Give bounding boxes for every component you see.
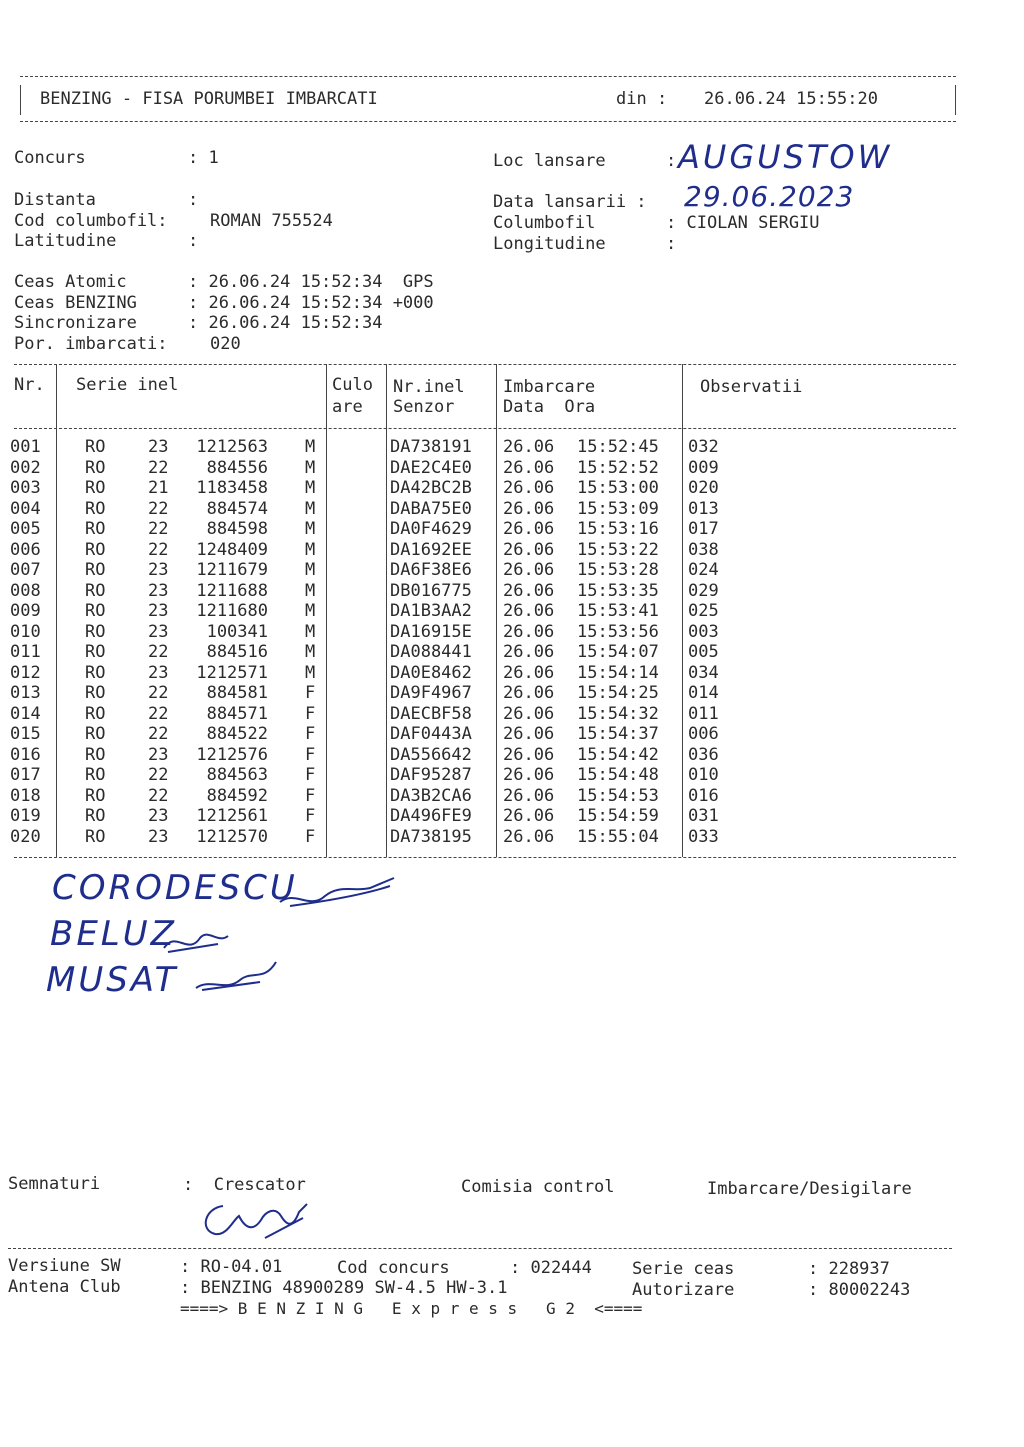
- basket-date: 26.06: [503, 478, 555, 498]
- observation: 010: [688, 765, 719, 785]
- col-header-culo: Culo: [332, 375, 373, 395]
- observation: 025: [688, 601, 719, 621]
- table-row: [0, 560, 1024, 581]
- table-row: [0, 724, 1024, 745]
- table-bottom-rule: [14, 857, 956, 858]
- observation: 009: [688, 457, 719, 478]
- basket-date: 26.06: [503, 642, 555, 662]
- sex: F: [305, 826, 316, 847]
- ring-country: RO: [85, 621, 106, 642]
- row-number: 006: [10, 539, 41, 560]
- row-number: 010: [10, 621, 41, 642]
- ring-country: RO: [85, 601, 106, 621]
- ring-year: 23: [148, 580, 169, 601]
- table-header-rule: [14, 428, 956, 429]
- basket-date: 26.06: [503, 703, 555, 724]
- por-imbarcati-label: Por. imbarcati:: [14, 334, 168, 354]
- table-row: [0, 642, 1024, 663]
- ring-number: 1212570: [196, 826, 268, 847]
- sensor-id: DA9F4967: [390, 683, 472, 703]
- ring-number: 1212563: [196, 437, 268, 457]
- sex: M: [305, 478, 316, 498]
- sensor-id: DA16915E: [390, 621, 472, 642]
- sensor-id: DAECBF58: [390, 703, 472, 724]
- sensor-id: DA0E8462: [390, 662, 472, 683]
- latitudine-label: Latitudine: [14, 231, 117, 251]
- ring-year: 22: [148, 785, 169, 806]
- distanta-label: Distanta: [14, 190, 96, 210]
- basket-date: 26.06: [503, 662, 555, 683]
- ring-country: RO: [85, 703, 106, 724]
- crescator-signature: [195, 1198, 325, 1246]
- ring-number: 1212576: [196, 744, 268, 765]
- row-number: 001: [10, 437, 41, 457]
- sensor-id: DA0F4629: [390, 519, 472, 539]
- row-number: 017: [10, 765, 41, 785]
- sex: M: [305, 519, 316, 539]
- ring-year: 22: [148, 519, 169, 539]
- serie-ceas-label: Serie ceas: [632, 1259, 735, 1279]
- sex: M: [305, 457, 316, 478]
- ring-country: RO: [85, 457, 106, 478]
- ring-number: 1248409: [196, 539, 268, 560]
- basket-date: 26.06: [503, 683, 555, 703]
- ring-year: 22: [148, 498, 169, 519]
- ceas-benzing-value: : 26.06.24 15:52:34 +000: [188, 293, 434, 313]
- ring-year: 23: [148, 806, 169, 826]
- ring-year: 23: [148, 437, 169, 457]
- basket-date: 26.06: [503, 765, 555, 785]
- crescator-label: : Crescator: [183, 1175, 306, 1195]
- sensor-id: DAE2C4E0: [390, 457, 472, 478]
- basket-date: 26.06: [503, 498, 555, 519]
- sensor-id: DAF95287: [390, 765, 472, 785]
- sex: F: [305, 703, 316, 724]
- serie-ceas-value: : 228937: [808, 1259, 890, 1279]
- observation: 011: [688, 703, 719, 724]
- antena-club-value: : BENZING 48900289 SW-4.5 HW-3.1: [180, 1278, 508, 1298]
- ring-number: 1211679: [196, 560, 268, 580]
- ceas-benzing-label: Ceas BENZING: [14, 293, 137, 313]
- row-number: 012: [10, 662, 41, 683]
- basket-time: 15:54:59: [577, 806, 659, 826]
- row-number: 004: [10, 498, 41, 519]
- row-number: 014: [10, 703, 41, 724]
- sensor-id: DB016775: [390, 580, 472, 601]
- sex: F: [305, 724, 316, 744]
- basket-time: 15:54:14: [577, 662, 659, 683]
- ring-number: 884598: [206, 519, 268, 539]
- basket-time: 15:54:32: [577, 703, 659, 724]
- observation: 034: [688, 662, 719, 683]
- sex: F: [305, 765, 316, 785]
- table-row: [0, 806, 1024, 827]
- col-header-senzor: Senzor: [393, 397, 455, 417]
- ring-year: 22: [148, 642, 169, 662]
- row-number: 002: [10, 457, 41, 478]
- basket-time: 15:53:09: [577, 498, 659, 519]
- ring-year: 23: [148, 826, 169, 847]
- sensor-id: DA3B2CA6: [390, 785, 472, 806]
- din-value: 26.06.24 15:55:20: [704, 89, 878, 109]
- col-header-imbarcare: Imbarcare: [503, 377, 596, 397]
- sensor-id: DA6F38E6: [390, 560, 472, 580]
- concurs-label: Concurs: [14, 148, 86, 168]
- basket-date: 26.06: [503, 785, 555, 806]
- ceas-atomic-value: : 26.06.24 15:52:34 GPS: [188, 272, 434, 292]
- col-header-data-ora: Data Ora: [503, 397, 596, 417]
- ring-number: 884563: [206, 765, 268, 785]
- loc-lansare-label: Loc lansare: [493, 151, 606, 171]
- observation: 013: [688, 498, 719, 519]
- table-row: [0, 786, 1024, 807]
- sex: F: [305, 806, 316, 826]
- ring-number: 884571: [206, 703, 268, 724]
- ring-year: 23: [148, 601, 169, 621]
- ring-number: 884581: [206, 683, 268, 703]
- basket-time: 15:54:25: [577, 683, 659, 703]
- ring-year: 21: [148, 478, 169, 498]
- row-number: 019: [10, 806, 41, 826]
- observation: 016: [688, 785, 719, 806]
- sex: M: [305, 560, 316, 580]
- row-number: 009: [10, 601, 41, 621]
- basket-time: 15:54:48: [577, 765, 659, 785]
- sex: M: [305, 580, 316, 601]
- benzing-express-banner: ====> B E N Z I N G E x p r e s s G 2 <====: [180, 1299, 643, 1318]
- col-header-nrinel: Nr.inel: [393, 377, 465, 397]
- ring-number: 884574: [206, 498, 268, 519]
- basket-time: 15:55:04: [577, 826, 659, 847]
- observation: 006: [688, 724, 719, 744]
- basket-time: 15:53:16: [577, 519, 659, 539]
- table-row: [0, 519, 1024, 540]
- ring-country: RO: [85, 437, 106, 457]
- col-header-nr: Nr.: [14, 375, 45, 395]
- observation: 014: [688, 683, 719, 703]
- sincronizare-value: : 26.06.24 15:52:34: [188, 313, 383, 333]
- sex: F: [305, 744, 316, 765]
- basket-time: 15:54:53: [577, 785, 659, 806]
- col-header-observatii: Observatii: [700, 377, 803, 397]
- sensor-id: DA496FE9: [390, 806, 472, 826]
- basket-date: 26.06: [503, 744, 555, 765]
- table-row: [0, 458, 1024, 479]
- sex: M: [305, 601, 316, 621]
- sex: F: [305, 785, 316, 806]
- basket-time: 15:53:35: [577, 580, 659, 601]
- sincronizare-label: Sincronizare: [14, 313, 137, 333]
- basket-date: 26.06: [503, 457, 555, 478]
- comisia-label: Comisia control: [461, 1177, 615, 1197]
- loc-lansare-handwritten: AUGUSTOW: [678, 138, 893, 176]
- sensor-id: DA738191: [390, 437, 472, 457]
- ring-country: RO: [85, 539, 106, 560]
- ring-year: 23: [148, 662, 169, 683]
- ring-number: 884516: [206, 642, 268, 662]
- table-row: [0, 437, 1024, 458]
- page-title: BENZING - FISA PORUMBEI IMBARCATI: [40, 89, 378, 109]
- data-lansarii-handwritten: 29.06.2023: [684, 180, 855, 213]
- longitudine-sep: :: [666, 234, 677, 254]
- handwritten-name-3: MUSAT: [46, 960, 179, 1000]
- ring-number: 884592: [206, 785, 268, 806]
- sensor-id: DA42BC2B: [390, 478, 472, 498]
- table-row: [0, 704, 1024, 725]
- cod-concurs-label: Cod concurs: [337, 1258, 450, 1278]
- ring-number: 1212571: [196, 662, 268, 683]
- table-row: [0, 499, 1024, 520]
- table-row: [0, 765, 1024, 786]
- ring-year: 22: [148, 724, 169, 744]
- ring-number: 1211688: [196, 580, 268, 601]
- ring-country: RO: [85, 519, 106, 539]
- sex: M: [305, 498, 316, 519]
- row-number: 011: [10, 642, 41, 662]
- ring-country: RO: [85, 744, 106, 765]
- sex: M: [305, 437, 316, 457]
- table-row: [0, 540, 1024, 561]
- observation: 024: [688, 560, 719, 580]
- row-number: 016: [10, 744, 41, 765]
- latitudine-sep: :: [188, 231, 199, 251]
- sex: M: [305, 539, 316, 560]
- cod-columbofil-label: Cod columbofil:: [14, 211, 168, 231]
- observation: 036: [688, 744, 719, 765]
- table-body: [0, 437, 1024, 847]
- table-row: [0, 478, 1024, 499]
- basket-date: 26.06: [503, 601, 555, 621]
- observation: 029: [688, 580, 719, 601]
- sensor-id: DA556642: [390, 744, 472, 765]
- basket-date: 26.06: [503, 539, 555, 560]
- table-row: [0, 622, 1024, 643]
- ring-number: 1183458: [196, 478, 268, 498]
- ring-country: RO: [85, 826, 106, 847]
- basket-date: 26.06: [503, 724, 555, 744]
- ring-country: RO: [85, 785, 106, 806]
- row-number: 007: [10, 560, 41, 580]
- ring-year: 23: [148, 560, 169, 580]
- basket-date: 26.06: [503, 519, 555, 539]
- ring-number: 1211680: [196, 601, 268, 621]
- initials-scribble-3: [190, 952, 290, 1000]
- row-number: 018: [10, 785, 41, 806]
- ring-country: RO: [85, 683, 106, 703]
- ring-year: 22: [148, 765, 169, 785]
- longitudine-label: Longitudine: [493, 234, 606, 254]
- ring-number: 884522: [206, 724, 268, 744]
- columbofil-value: : CIOLAN SERGIU: [666, 213, 820, 233]
- table-row: [0, 663, 1024, 684]
- sensor-id: DABA75E0: [390, 498, 472, 519]
- sex: F: [305, 683, 316, 703]
- basket-time: 15:52:45: [577, 437, 659, 457]
- ring-number: 100341: [206, 621, 268, 642]
- ring-number: 1212561: [196, 806, 268, 826]
- table-row: [0, 601, 1024, 622]
- basket-date: 26.06: [503, 826, 555, 847]
- data-lansarii-label: Data lansarii :: [493, 192, 647, 212]
- basket-date: 26.06: [503, 437, 555, 457]
- basket-date: 26.06: [503, 580, 555, 601]
- initials-scribble-1: [270, 872, 400, 922]
- basket-time: 15:53:56: [577, 621, 659, 642]
- din-label: din :: [616, 89, 668, 109]
- sex: M: [305, 621, 316, 642]
- columbofil-label: Columbofil: [493, 213, 596, 233]
- ring-year: 22: [148, 539, 169, 560]
- ring-country: RO: [85, 806, 106, 826]
- ring-number: 884556: [206, 457, 268, 478]
- ring-country: RO: [85, 724, 106, 744]
- ring-country: RO: [85, 662, 106, 683]
- row-number: 008: [10, 580, 41, 601]
- observation: 020: [688, 478, 719, 498]
- versiune-sw-value: : RO-04.01: [180, 1257, 283, 1277]
- autorizare-label: Autorizare: [632, 1280, 735, 1300]
- sensor-id: DA088441: [390, 642, 472, 662]
- row-number: 013: [10, 683, 41, 703]
- table-top-rule: [14, 364, 956, 365]
- row-number: 005: [10, 519, 41, 539]
- autorizare-value: : 80002243: [808, 1280, 911, 1300]
- ring-year: 22: [148, 457, 169, 478]
- row-number: 003: [10, 478, 41, 498]
- table-row: [0, 581, 1024, 602]
- ceas-atomic-label: Ceas Atomic: [14, 272, 127, 292]
- imbarcare-desigilare-label: Imbarcare/Desigilare: [707, 1179, 912, 1199]
- observation: 038: [688, 539, 719, 560]
- semnaturi-label: Semnaturi: [8, 1174, 101, 1194]
- ring-year: 23: [148, 744, 169, 765]
- ring-country: RO: [85, 580, 106, 601]
- sensor-id: DAF0443A: [390, 724, 472, 744]
- observation: 033: [688, 826, 719, 847]
- basket-time: 15:53:22: [577, 539, 659, 560]
- ring-year: 22: [148, 683, 169, 703]
- observation: 005: [688, 642, 719, 662]
- basket-date: 26.06: [503, 560, 555, 580]
- basket-time: 15:53:41: [577, 601, 659, 621]
- basket-time: 15:53:28: [577, 560, 659, 580]
- observation: 017: [688, 519, 719, 539]
- sex: M: [305, 662, 316, 683]
- ring-country: RO: [85, 498, 106, 519]
- ring-country: RO: [85, 765, 106, 785]
- col-header-serie: Serie inel: [76, 375, 179, 395]
- basket-date: 26.06: [503, 806, 555, 826]
- ring-country: RO: [85, 642, 106, 662]
- sensor-id: DA1B3AA2: [390, 601, 472, 621]
- loc-lansare-sep: :: [666, 151, 677, 171]
- observation: 003: [688, 621, 719, 642]
- basket-time: 15:54:42: [577, 744, 659, 765]
- sex: M: [305, 642, 316, 662]
- basket-time: 15:54:37: [577, 724, 659, 744]
- table-row: [0, 827, 1024, 848]
- concurs-value: : 1: [188, 148, 219, 168]
- table-row: [0, 683, 1024, 704]
- sensor-id: DA1692EE: [390, 539, 472, 560]
- basket-time: 15:53:00: [577, 478, 659, 498]
- handwritten-name-1: CORODESCU: [52, 868, 298, 908]
- footer-rule: [8, 1248, 952, 1249]
- table-row: [0, 745, 1024, 766]
- basket-date: 26.06: [503, 621, 555, 642]
- ring-country: RO: [85, 560, 106, 580]
- basket-time: 15:52:52: [577, 457, 659, 478]
- ring-year: 23: [148, 621, 169, 642]
- basket-time: 15:54:07: [577, 642, 659, 662]
- row-number: 015: [10, 724, 41, 744]
- cod-columbofil-value: ROMAN 755524: [210, 211, 333, 231]
- versiune-sw-label: Versiune SW: [8, 1256, 121, 1276]
- handwritten-name-2: BELUZ: [50, 914, 177, 954]
- row-number: 020: [10, 826, 41, 847]
- ring-year: 22: [148, 703, 169, 724]
- cod-concurs-value: : 022444: [510, 1258, 592, 1278]
- distanta-sep: :: [188, 190, 199, 210]
- observation: 031: [688, 806, 719, 826]
- por-imbarcati-value: 020: [210, 334, 241, 354]
- sensor-id: DA738195: [390, 826, 472, 847]
- ring-country: RO: [85, 478, 106, 498]
- antena-club-label: Antena Club: [8, 1277, 121, 1297]
- col-header-are: are: [332, 397, 363, 417]
- observation: 032: [688, 437, 719, 457]
